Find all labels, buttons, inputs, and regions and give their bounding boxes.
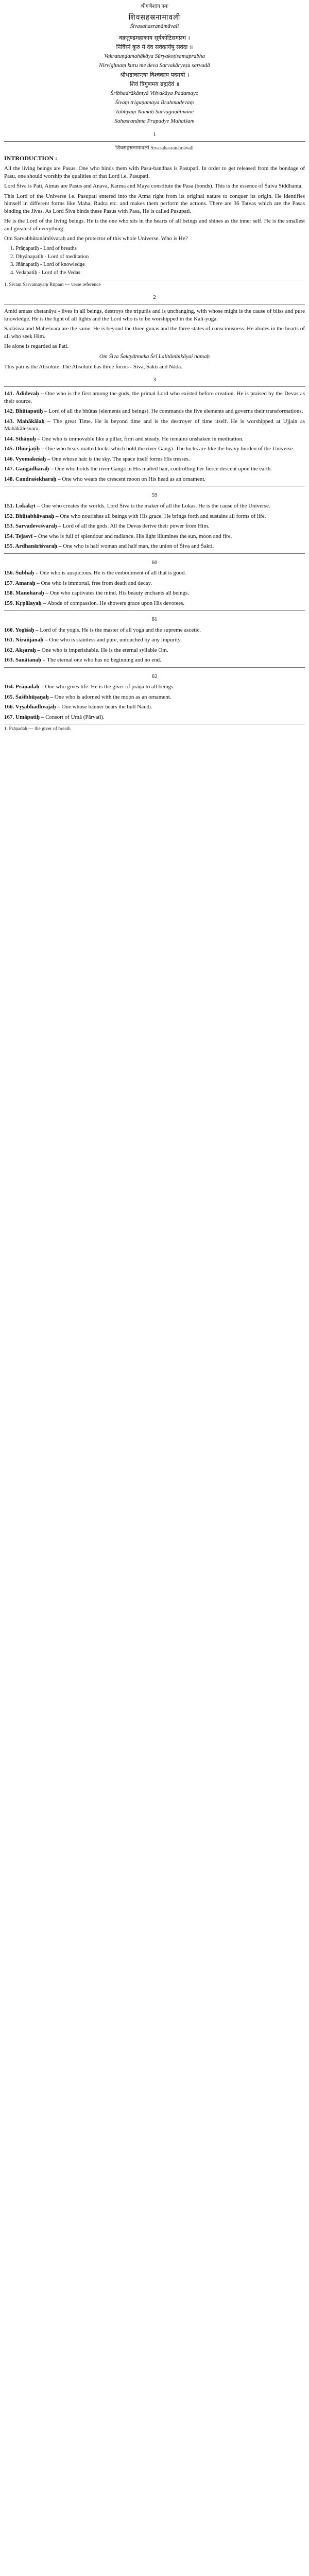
entry-text: One who is full of splendour and radiance. His light illumines the sun, moon and fire. bbox=[38, 533, 232, 539]
page-number: 3 bbox=[153, 376, 156, 383]
verse-translit-line: Tubhyaṃ Namaḥ Sarvaguṇātmane bbox=[115, 108, 194, 115]
entry-number-name: 145. Dhūrjaṭiḥ – bbox=[4, 446, 46, 452]
name-entry bbox=[4, 390, 305, 405]
page-divider bbox=[4, 553, 305, 554]
footnote: 1. Prāṇadaḥ — the giver of breath bbox=[4, 724, 305, 733]
name-entry bbox=[4, 418, 305, 433]
paragraph: This pati is the Absolute. The Absolute has three forms - Śiva, Śakti and Nāda. bbox=[4, 364, 182, 370]
list-item: 4. Vedapatiḥ - Lord of the Vedas bbox=[10, 270, 80, 276]
entry-number-name: 161. Nirañjanaḥ – bbox=[4, 637, 49, 643]
entry-number-name: 154. Tejasvī – bbox=[4, 533, 39, 539]
paragraph: Sadāśiva and Maheśvara are the same. He is beyond the three gunas and the three states of consciousness. He abides in the hearts of all who seek Him. bbox=[4, 326, 305, 340]
paragraph: Amid amass chetanāya - lives in all beings, destroys the tripurās and is unchanging, with whose might is the cause of bliss and pure knowledge. He is the light of all lights and the Lord who is to be worshipped in the Kali-yuga. bbox=[4, 308, 305, 322]
section-heading: INTRODUCTION : bbox=[4, 155, 58, 162]
document-title: शिवसहस्रनामावली bbox=[128, 13, 181, 22]
name-entry bbox=[4, 683, 305, 691]
entry-number-name: 142. Bhūtapatiḥ – bbox=[4, 408, 49, 415]
page-header: श्रीगणेशाय नमः bbox=[141, 4, 168, 9]
name-entry bbox=[4, 626, 305, 634]
entry-text: The eternal one who has no beginning and no end. bbox=[47, 657, 161, 664]
entry-number-name: 141. Ādidevaḥ – bbox=[4, 391, 45, 397]
entry-number-name: 151. Lokakṛt – bbox=[4, 503, 42, 509]
page-section bbox=[4, 492, 305, 553]
entry-text: One who is auspicious. He is the embodiment of all that is good. bbox=[40, 570, 186, 577]
entry-text: One who wears the crescent moon on His head as an ornament. bbox=[62, 476, 206, 482]
verse-translit-line: Vakratuṇḍamahākāya Sūryakoṭisamaprabha bbox=[104, 53, 205, 60]
entry-number-name: 167. Umāpatiḥ – bbox=[4, 714, 46, 720]
entry-number-name: 156. Śubhaḥ – bbox=[4, 570, 40, 577]
entry-text: One whose banner bears the bull Nandi. bbox=[61, 704, 152, 710]
paragraph: He is the Lord of the living beings. He is the one who sits in the hearts of all beings and shines as the inner self. He is the smallest and greatest of everything. bbox=[4, 218, 305, 232]
entry-text: Lord of the yogis. He is the master of all yoga and the supreme ascetic. bbox=[40, 626, 201, 633]
page-number: 59 bbox=[151, 492, 158, 499]
name-entry bbox=[4, 589, 305, 597]
entry-text: One whose hair is the sky. The space itself forms His tresses. bbox=[52, 455, 190, 462]
entry-text: Consort of Umā (Pārvatī). bbox=[45, 714, 105, 720]
entry-text: One who nourishes all beings with His grace. He brings forth and sustains all forms of life. bbox=[60, 513, 266, 519]
entry-number-name: 143. Mahākālaḥ – bbox=[4, 418, 54, 425]
paragraph: He alone is regarded as Pati. bbox=[4, 343, 69, 350]
name-entry bbox=[4, 714, 305, 721]
entry-number-name: 159. Kṛpālayaḥ – bbox=[4, 600, 47, 606]
entry-number-name: 144. Sthāṇuḥ – bbox=[4, 435, 42, 442]
entry-text: Lord of all the bhūtas (elements and beings). He commands the five elements and governs their transformations. bbox=[48, 408, 303, 415]
verse-line: शिवं त्रिगुणमय ब्रह्मदेवं ॥ bbox=[129, 80, 180, 88]
list-item: 3. Jñānapatiḥ - Lord of knowledge bbox=[10, 262, 85, 268]
page-number: 62 bbox=[151, 673, 158, 680]
page-section bbox=[4, 559, 305, 611]
footnote: 1. Śivaṃ Sarvamayaṃ Rūpam — verse reference bbox=[4, 280, 305, 289]
page-divider bbox=[4, 141, 305, 142]
entry-number-name: 152. Bhūtabhāvanaḥ – bbox=[4, 513, 60, 519]
entry-text: One who gives life. He is the giver of prāṇa to all beings. bbox=[45, 684, 175, 690]
name-entry bbox=[4, 408, 305, 415]
name-entry bbox=[4, 636, 305, 644]
list-item: 1. Prāṇapatiḥ - Lord of breaths bbox=[10, 245, 77, 251]
page-divider bbox=[4, 610, 305, 611]
entry-number-name: 155. Ardhanārīśvaraḥ – bbox=[4, 543, 63, 550]
entry-number-name: 164. Prāṇadaḥ – bbox=[4, 684, 45, 690]
entry-text: The great Time. He is beyond time and is the destroyer of time itself. He is worshipped at Ujjain as Mahākāleśvara. bbox=[4, 418, 305, 432]
name-entry bbox=[4, 476, 305, 483]
entry-text: One who is immortal, free from death and decay. bbox=[41, 580, 152, 586]
entry-number-name: 160. Yogīśaḥ – bbox=[4, 626, 40, 633]
name-entry bbox=[4, 600, 305, 607]
name-entry bbox=[4, 580, 305, 587]
name-entry bbox=[4, 656, 305, 664]
name-entry bbox=[4, 703, 305, 711]
name-entry bbox=[4, 455, 305, 463]
name-entry bbox=[4, 435, 305, 443]
page-section bbox=[4, 616, 305, 668]
entry-number-name: 157. Amaraḥ – bbox=[4, 580, 41, 586]
entry-number-name: 148. Candraśekharaḥ – bbox=[4, 476, 62, 482]
quote: Om Śiva Śaktyātmaka Śrī Lalitāmbikāyai namaḥ bbox=[99, 353, 210, 360]
page-number: 2 bbox=[153, 294, 156, 300]
mid-pages bbox=[4, 492, 305, 667]
paragraph: All the living beings are Pasus. One who binds them with Pasu-bandhas is Pasupati. In order to get released from the bondage of Pasu, one should worship the qualities of that Lord i.e. Pasupati. bbox=[4, 165, 305, 179]
numbered-list bbox=[10, 245, 305, 277]
entry-text: One who creates the worlds. Lord Śiva is the maker of all the Lokas. He is the cause of the Universe. bbox=[41, 503, 270, 509]
entry-number-name: 163. Sanātanaḥ – bbox=[4, 657, 47, 664]
page-divider bbox=[4, 667, 305, 668]
entry-number-name: 153. Sarvadeveśvaraḥ – bbox=[4, 523, 63, 530]
entries-block bbox=[4, 390, 305, 486]
verse-translit-line: Sahasranāma Prapadye Mahaiśam bbox=[114, 117, 195, 124]
entry-text: One who is stainless and pure, untouched by any impurity. bbox=[49, 637, 182, 643]
list-item: 2. Dhyānapatiḥ - Lord of meditation bbox=[10, 253, 89, 260]
entry-text: Lord of all the gods. All the Devas derive their power from Him. bbox=[62, 523, 210, 530]
entry-number-name: 146. Vyomakeśaḥ – bbox=[4, 455, 52, 462]
entry-text: One who is adorned with the moon as an ornament. bbox=[54, 693, 171, 700]
entry-text: One who is half woman and half man, the union of Śiva and Śakti. bbox=[63, 543, 214, 550]
page-number: 60 bbox=[151, 559, 158, 566]
name-entry bbox=[4, 522, 305, 530]
entry-text: One who is imperishable. He is the eternal syllable Om. bbox=[41, 647, 168, 653]
verse-line: निर्विघ्नं कुरु मे देव सर्वकार्येषु सर्वदा ॥ bbox=[116, 44, 193, 51]
verse-line: श्रीभद्राकान्त्या विश्वकाय पदमयो । bbox=[119, 71, 190, 78]
document-title-translit: Śivasahasranāmāvalī bbox=[130, 23, 179, 29]
name-entry bbox=[4, 445, 305, 453]
page-divider bbox=[4, 386, 305, 387]
paragraph: Om Sarvabhūtanāmīśvaraḥ and the protector of this whole Universe. Who is He? bbox=[4, 235, 188, 242]
page-1 bbox=[4, 3, 305, 142]
entry-number-name: 162. Akṣaraḥ – bbox=[4, 647, 42, 653]
entry-text: One who bears matted locks which hold the river Gaṅgā. The locks are like the heavy burden of the Universe. bbox=[45, 446, 295, 452]
name-entry bbox=[4, 543, 305, 550]
entry-number-name: 166. Vṛṣabhadhvajaḥ – bbox=[4, 704, 62, 710]
page-3 bbox=[4, 308, 305, 387]
paragraph: This Lord of the Universe i.e. Pasupati entered into the Atma right from its original nature to conquer its origin. He identifies himself in different forms like Maha, Rudra etc. and makes them perform the actions. There are 36 Tatvas which are the Pasas binding the Jivas. As Lord Śiva binds these Pasus with Pasa, He is called Pasupati. bbox=[4, 193, 305, 214]
name-entry bbox=[4, 513, 305, 520]
verse-translit-line: Śrībhadrākāntyā Viśvakāya Padamayo bbox=[110, 90, 199, 96]
entry-number-name: 147. Gaṅgādharaḥ – bbox=[4, 466, 55, 472]
name-entry bbox=[4, 647, 305, 654]
verse-line: वक्रतुण्डमहाकाय सूर्यकोटिसमप्रभ । bbox=[119, 35, 190, 42]
entry-text: Abode of compassion. He showers grace upon His devotees. bbox=[47, 600, 185, 606]
entry-text: One who is the first among the gods, the primal Lord who existed before creation. He is praised by the Devas as their source. bbox=[4, 391, 305, 404]
name-entry bbox=[4, 693, 305, 701]
entry-number-name: 158. Manoharaḥ – bbox=[4, 590, 50, 597]
entry-text: One who captivates the mind. His beauty enchants all beings. bbox=[49, 590, 189, 597]
name-entry bbox=[4, 502, 305, 510]
page-number: 61 bbox=[151, 616, 158, 623]
name-entry bbox=[4, 533, 305, 540]
paragraph: Lord Śiva is Pati, Atmas are Pasus and Anava, Karma and Maya constitute the Pasa (bonds). This is the essence of Śaiva Siddhanta. bbox=[4, 183, 303, 190]
page-number: 1 bbox=[153, 131, 156, 138]
entry-text: One who holds the river Gaṅgā in His matted hair, controlling her fierce descent upon the earth. bbox=[55, 466, 272, 472]
entry-text: One who is immovable like a pillar, firm and steady. He remains unshaken in meditation. bbox=[41, 435, 244, 442]
name-entry bbox=[4, 569, 305, 577]
name-entry bbox=[4, 465, 305, 473]
verse-translit-line: Śivaṃ triguṇamaya Brahmadevaṃ bbox=[115, 99, 194, 106]
last-page bbox=[4, 673, 305, 721]
entry-number-name: 165. Śaśibhūṣaṇaḥ – bbox=[4, 693, 55, 700]
page-2 bbox=[4, 145, 305, 304]
page-header: शिवसहस्रनामावली Śivasahasranāmāvalī bbox=[115, 145, 194, 151]
verse-translit-line: Nirvighnaṃ kuru me deva Sarvakāryeṣu sarvadā bbox=[99, 62, 210, 69]
